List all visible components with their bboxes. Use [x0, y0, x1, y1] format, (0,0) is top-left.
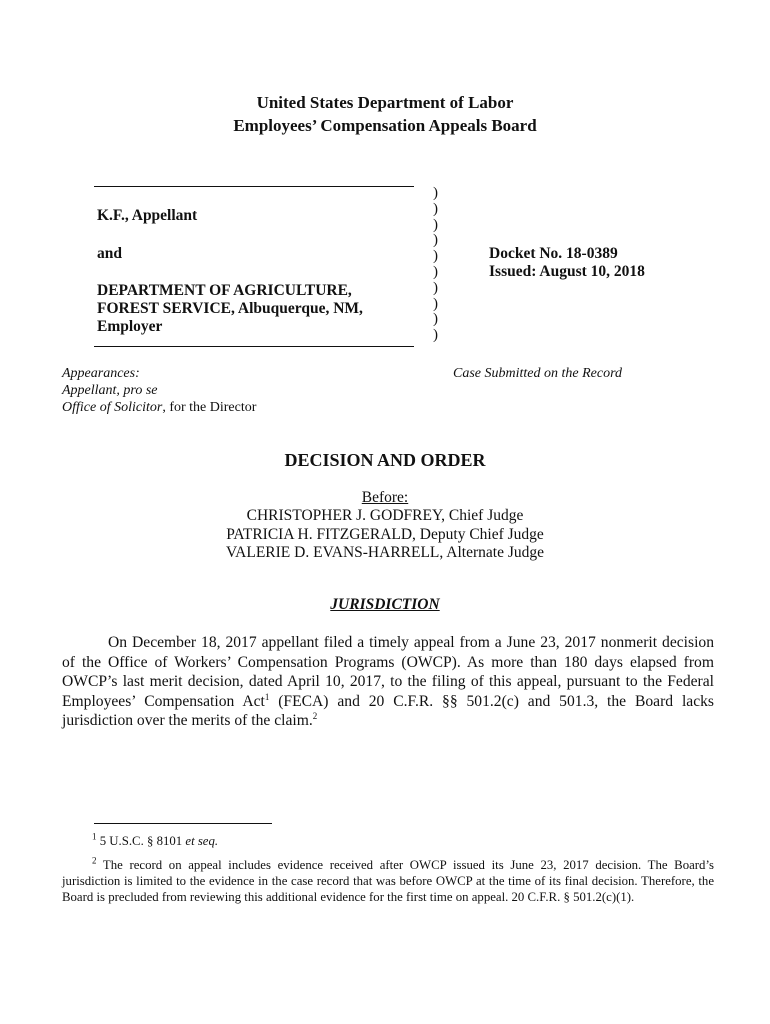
employer-line-1: DEPARTMENT OF AGRICULTURE, — [97, 282, 352, 299]
paren: ) — [433, 248, 438, 265]
decision-title: DECISION AND ORDER — [284, 450, 486, 470]
paren: ) — [433, 311, 438, 328]
before-label — [0, 489, 770, 507]
paren: ) — [433, 185, 438, 201]
caption-bottom-rule — [94, 346, 414, 347]
jurisdiction-heading — [0, 596, 770, 614]
footnote-2 — [62, 857, 714, 906]
caption-paren-column — [433, 186, 438, 344]
judge-name: CHRISTOPHER J. GODFREY, Chief Judge — [246, 507, 524, 524]
footnote-italic: et seq. — [185, 834, 219, 848]
paren: ) — [433, 232, 438, 249]
issued-date: Issued: August 10, 2018 — [489, 263, 645, 280]
footnote-text: The record on appeal includes evidence received after OWCP issued its June 23, 2017 decision. The Board’s jurisdiction is limited to the evidence in the case record that was before OWCP at the time of its final decision. Therefore, the Board is precluded from reviewing this additional evidence for the first time on appeal. 20 C.F.R. § 501.2(c)(1). — [62, 858, 714, 905]
judges-list — [0, 507, 770, 563]
paragraph-text: (FECA) and 20 C.F.R. §§ 501.2(c) and 501.3, the Board lacks jurisdiction over the merits of the claim. — [62, 692, 715, 730]
caption-top-rule — [94, 186, 414, 187]
judge-name: VALERIE D. EVANS-HARRELL, Alternate Judge — [225, 544, 544, 561]
footnote-1 — [92, 833, 714, 849]
solicitor-office: Office of Solicitor — [62, 400, 163, 415]
employer-line-2: FOREST SERVICE, Albuquerque, NM, — [97, 300, 363, 317]
paragraph-text: On December 18, 2017 appellant filed a timely appeal from a June 23, 2017 nonmerit decision of the Office of Workers’ Compensation Programs (OWCP). As more than 180 days elapsed from OWCP’s last merit decision, dated April 10, 2017, to the filing of this appeal, pursuant to the Federal Employees’ Compensation Act — [62, 634, 714, 710]
paren: ) — [433, 216, 438, 233]
docket-number: Docket No. 18-0389 — [489, 245, 618, 262]
footnote-ref-1: 1 — [264, 691, 270, 702]
paren: ) — [433, 327, 438, 344]
footnote-number: 1 — [92, 831, 97, 842]
paren: ) — [433, 263, 438, 280]
appellant-appearance: Appellant, pro se — [62, 383, 158, 398]
caption-and: and — [97, 245, 122, 262]
employer-line-3: Employer — [97, 318, 163, 335]
footnote-separator — [94, 823, 272, 824]
footnote-number: 2 — [92, 855, 97, 866]
jurisdiction-paragraph — [62, 633, 714, 731]
judge-name: PATRICIA H. FITZGERALD, Deputy Chief Judge — [226, 525, 544, 543]
footnote-text: 5 U.S.C. § 8101 — [96, 834, 186, 848]
case-submitted-note: Case Submitted on the Record — [453, 366, 623, 381]
paren: ) — [433, 279, 438, 296]
footnote-ref-2: 2 — [312, 711, 318, 722]
paren: ) — [433, 200, 438, 217]
solicitor-role: , for the Director — [162, 400, 257, 415]
before-text: Before: — [361, 489, 409, 506]
solicitor-appearance — [62, 400, 256, 416]
appellant-name: K.F., Appellant — [97, 207, 198, 224]
agency-title: United States Department of Labor — [256, 93, 514, 112]
board-title: Employees’ Compensation Appeals Board — [233, 116, 537, 135]
paren: ) — [433, 295, 438, 312]
appearances-label: Appearances: — [62, 366, 140, 381]
jurisdiction-heading-text: JURISDICTION — [330, 596, 440, 613]
